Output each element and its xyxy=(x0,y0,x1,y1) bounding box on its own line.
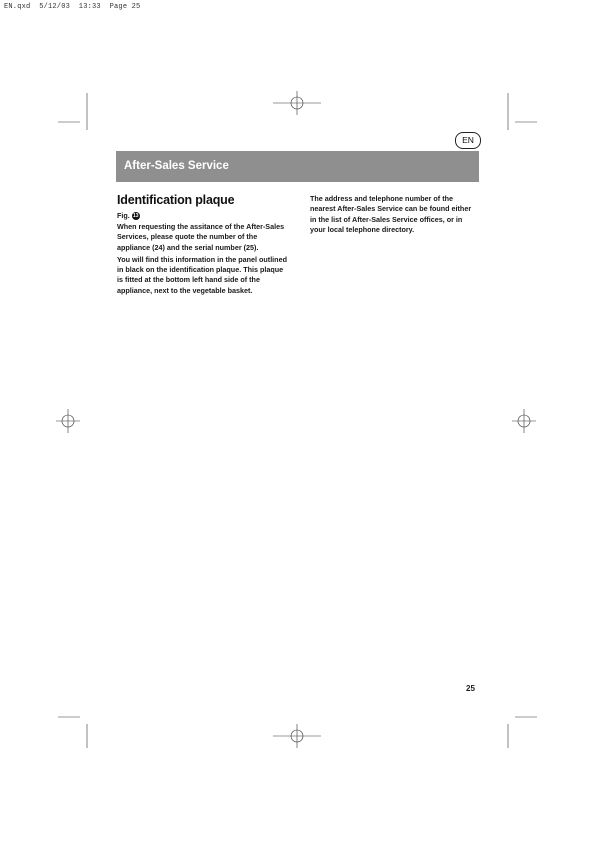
figure-number-badge: 13 xyxy=(133,212,139,219)
left-column xyxy=(117,193,289,298)
registration-mark-bottom xyxy=(273,724,321,748)
figure-reference xyxy=(117,211,289,220)
figure-label: Fig. xyxy=(117,211,130,220)
language-badge: EN xyxy=(455,132,481,149)
section-title: After-Sales Service xyxy=(124,160,229,172)
identification-heading: Identification plaque xyxy=(117,193,235,207)
right-column xyxy=(310,194,478,237)
print-slug: EN.qxd 5/12/03 13:33 Page 25 xyxy=(4,3,141,11)
paragraph-service-address: The address and telephone number of the nearest After-Sales Service can be found either in the list of After-Sales Service offices, or in your local telephone directory. xyxy=(310,194,472,234)
section-header-band xyxy=(116,151,479,182)
page-number: 25 xyxy=(466,684,475,693)
registration-mark-top xyxy=(273,91,321,115)
registration-mark-right xyxy=(512,409,536,433)
paragraph-plaque-location: You will find this information in the panel outlined in black on the identification plaque. This plaque is fitted at the bottom left hand side of the appliance, next to the vegetable basket. xyxy=(117,254,287,295)
registration-mark-left xyxy=(56,409,80,433)
paragraph-request-info: When requesting the assitance of the After-Sales Services, please quote the number of the appliance (24) and the serial number (25). xyxy=(117,222,285,252)
